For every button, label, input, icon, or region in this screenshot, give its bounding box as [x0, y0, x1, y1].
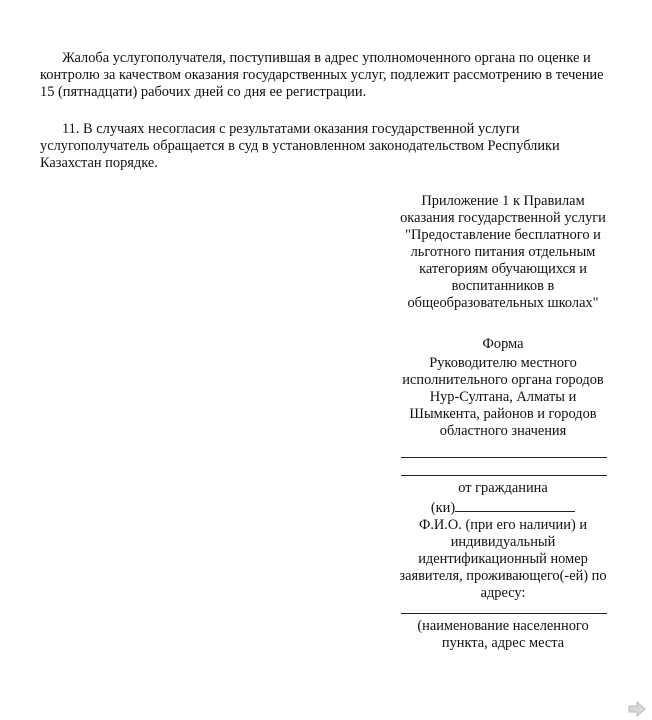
citizen-name-blank	[455, 497, 575, 512]
appendix-header: Приложение 1 к Правилам оказания государственной услуги "Предоставление бесплатного и льготного питания отдельным категориям обучающихся и воспитанников в общеобразовательных школах"	[400, 193, 606, 311]
fill-in-line	[401, 457, 607, 458]
fill-in-line	[401, 475, 607, 476]
arrow-right-icon[interactable]	[628, 701, 646, 717]
citizen-name-line	[398, 497, 608, 517]
complaint-review-paragraph: Жалоба услугополучателя, поступившая в адрес уполномоченного органа по оценке и контролю за качеством оказания государственных услуг, подлежит рассмотрению в течение 15 (пятнадцати) рабочих дней со дня ее регистрации.	[40, 50, 604, 100]
form-label: Форма	[482, 336, 524, 352]
applicant-block	[398, 480, 608, 602]
disagreement-paragraph: 11. В случаях несогласия с результатами оказания государственной услуги услугополучатель обращается в суд в установленном законодательством Республики Казахстан порядке.	[40, 121, 560, 171]
place-note: (наименование населенного пункта, адрес места	[417, 618, 589, 651]
applicant-details-label: Ф.И.О. (при его наличии) и индивидуальный идентификационный номер заявителя, проживающего(-ей) по адресу:	[399, 517, 607, 601]
citizen-suffix: (ки)	[430, 500, 456, 516]
address-line	[401, 613, 607, 614]
addressee: Руководителю местного исполнительного органа городов Нур-Султана, Алматы и Шымкента, районов и городов областного значения	[402, 355, 604, 439]
from-citizen-label: от гражданина	[458, 480, 548, 496]
